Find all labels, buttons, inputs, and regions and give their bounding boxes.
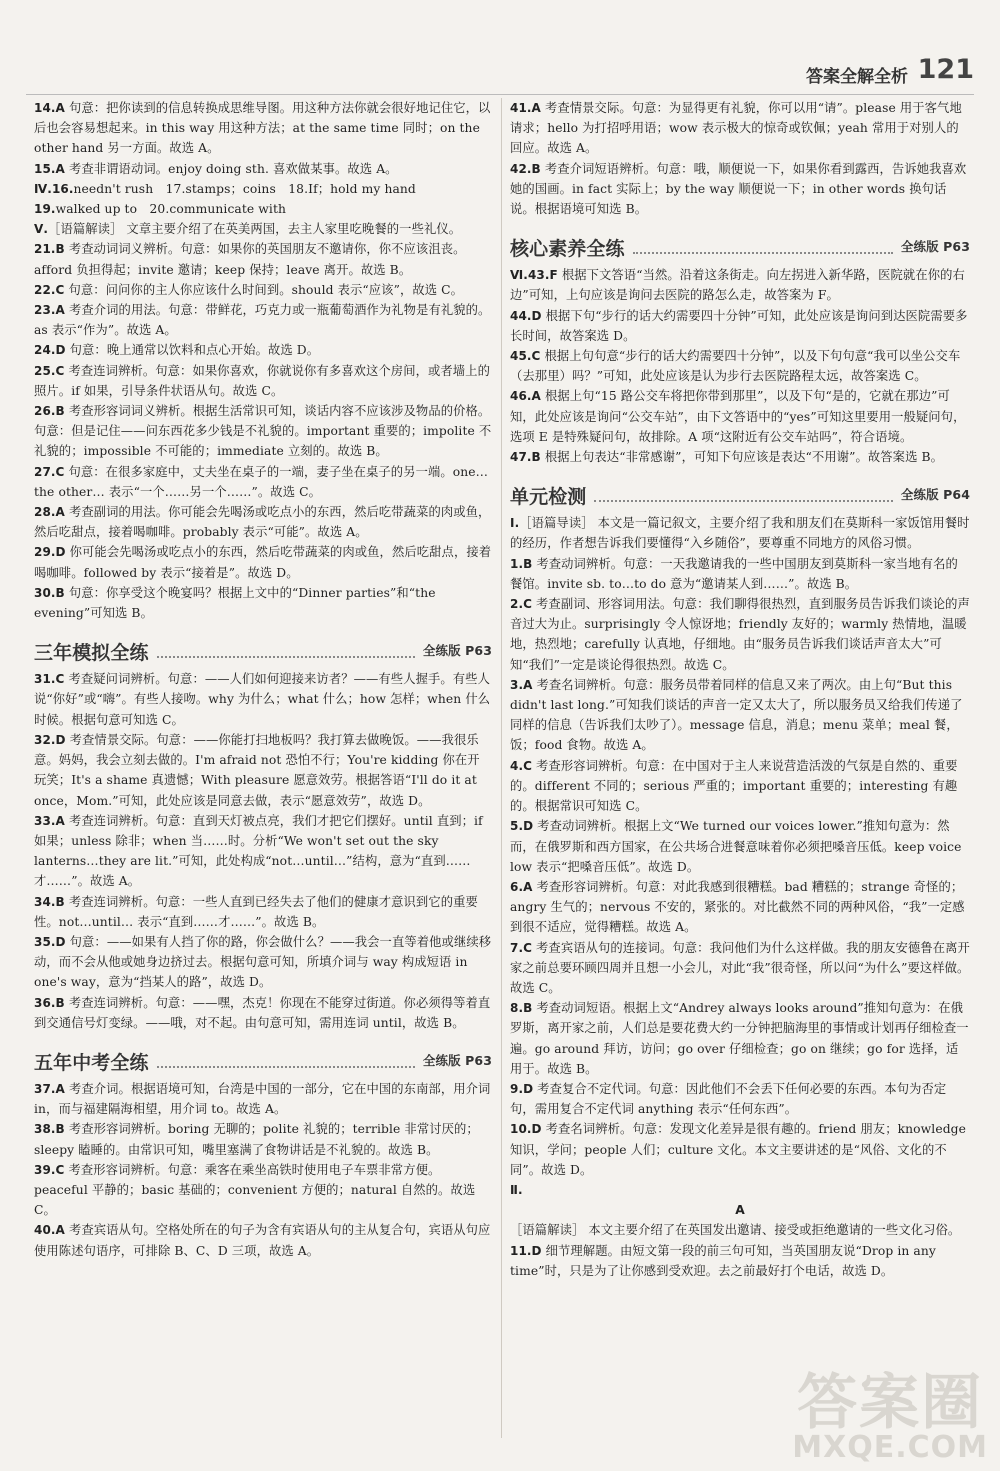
answer-entry [510,554,970,594]
answer-text: 考查连词辨析。句意：一些人直到已经失去了他们的健康才意识到它的重要性。not…until… 表示“直到……才……”。故选 B。 [34,894,478,929]
answer-entry [510,594,970,675]
question-number: 14.A [34,101,65,115]
section-title: 三年模拟全练 [34,642,149,665]
question-number: 24.D [34,343,66,358]
question-number: 15.A [34,161,65,176]
answer-text: 考查动词辨析。根据上文“We turned our voices lower.”推知句意为：然而，在俄罗斯和西方国家，在公共场合进餐意味着你必须把嗓音压低。keep voice low 表示“把嗓音压低”。故选 D。 [510,819,962,874]
question-number: 47.B [510,450,541,465]
question-number: 28.A [34,505,65,520]
answer-text: 根据上句句意“步行的话大约需要四十分钟”，以及下句句意“我可以坐公交车（去那里）吗？”可知，此处应该是认为步行去医院路程太远，故答案选 C。 [510,349,961,384]
question-number: 19. [34,202,56,217]
answer-text: 考查连词辨析。句意：直到天灯被点亮，我们才把它们摆好。until 直到；if 如果；unless 除非；when 当……时。分析“We won't set out the sky lanterns…they are lit.”可知，此处构成“not…until…”结构，意为“直到……才……”。故选 A。 [34,813,483,889]
answer-text: 考查复合不定代词。句意：因此他们不会丢下任何必要的东西。本句为否定句，需用复合不定代词 anything 表示“任何东西”。 [510,1081,947,1117]
question-number: Ⅱ. [510,1182,523,1197]
answer-text: 考查形容词辨析。句意：乘客在乘坐高铁时使用电子车票非常方便。peaceful 平静的；basic 基础的；convenient 方便的；natural 自然的。故选 C。 [34,1162,476,1218]
answer-entry [34,669,492,730]
answer-entry [34,462,492,502]
answer-entry [510,447,970,467]
answer-entry [34,280,492,300]
answer-entry [34,730,492,811]
answer-text: 你可能会先喝汤或吃点小的东西，然后吃带蔬菜的肉或鱼，然后吃甜点，接着喝咖啡。followed by 表示“接着是”。故选 D。 [34,545,492,580]
section-title: 单元检测 [510,486,587,509]
question-number: 42.B [510,161,541,176]
question-number: Ⅰ. [510,516,520,531]
answer-text: 考查宾语从句。空格处所在的句子为含有宾语从句的主从复合句，宾语从句应使用陈述句语序，可排除 B、C、D 三项，故选 A。 [34,1223,491,1258]
answer-entry [34,179,492,199]
answer-entry [34,98,492,159]
question-number: 38.B [34,1122,65,1137]
question-number: 6.A [510,879,533,894]
section-heading [510,229,970,259]
answer-entry [34,932,492,993]
answer-text: 考查情景交际。句意：为显得更有礼貌，你可以用“请”。please 用于客气地请求；hello 为打招呼用语；wow 表示极大的惊奇或钦佩；yeah 常用于对别人的回应。故选 A。 [510,101,962,156]
answer-text: 考查形容词词义辨析。根据生活常识可知，谈话内容不应该涉及物品的价格。句意：但是记住——问东西花多少钱是不礼貌的。important 重要的；impolite 不礼貌的；impossible 不可能的；immediate 立刻的。故选 B。 [34,404,492,459]
answer-entry [510,816,970,877]
question-number: 40.A [34,1223,65,1238]
right-column [510,98,970,1281]
answer-text: walked up to 20.communicate with [55,202,287,217]
watermark [792,1368,988,1465]
answer-text: needn't rush 17.stamps；coins 18.If；hold my hand [73,181,416,196]
question-number: 46.A [510,389,541,404]
question-number: 23.A [34,303,65,318]
question-number: 4.C [510,758,533,773]
question-number: 36.B [34,995,65,1010]
question-number: 41.A [510,101,541,115]
section-dotted-rule [157,656,415,658]
answer-text: 句意：你享受这个晚宴吗？根据上文中的“Dinner parties”和“the evening”可知选 B。 [34,585,436,621]
page-number: 121 [917,54,974,85]
question-number: 30.B [34,585,65,600]
passage-subtitle: A [735,1203,745,1218]
answer-text: 考查介词短语辨析。句意：哦，顺便说一下，如果你看到露西，告诉她我喜欢她的国画。in fact 实际上；by the way 顺便说一下；in other words 换句话说。根据语境可知选 B。 [510,161,967,217]
answer-entry [510,159,970,220]
answer-text: 考查形容词辨析。句意：在中国对于主人来说营造活泼的气氛是自然的、重要的。different 不同的；serious 严重的；important 重要的；interesting 有趣的。根据常识可知选 C。 [510,758,958,814]
answer-text: 句意：晚上通常以饮料和点心开始。故选 D。 [65,343,320,358]
question-number: 22.C [34,282,65,297]
answer-entry [510,938,970,999]
section-title: 五年中考全练 [34,1051,149,1074]
answer-entry [34,542,492,582]
answer-entry [510,1220,970,1240]
question-number: 25.C [34,363,65,378]
answer-text: 考查形容词辨析。boring 无聊的；polite 礼貌的；terrible 非常讨厌的；sleepy 瞌睡的。由常识可知，嘴里塞满了食物讲话是不礼貌的。故选 B。 [34,1122,479,1157]
answer-text: 考查连词辨析。句意：——嘿，杰克！你现在不能穿过街道。你必须得等着直到交通信号灯变绿。——哦，对不起。由句意可知，需用连词 until，故选 B。 [34,995,491,1030]
answer-text: 考查副词的用法。你可能会先喝汤或吃点小的东西，然后吃带蔬菜的肉或鱼，然后吃甜点，接着喝咖啡。probably 表示“可能”。故选 A。 [34,505,491,540]
section-page-ref: 全练版 P63 [900,239,970,255]
answer-entry [510,1119,970,1180]
answer-text: 考查连词辨析。句意：如果你喜欢，你就说你有多喜欢这个房间，或者墙上的照片。if 如果，引导条件状语从句。故选 C。 [34,363,490,398]
answer-text: 考查介词的用法。句意：带鲜花，巧克力或一瓶葡萄酒作为礼物是有礼貌的。as 表示“作为”。故选 A。 [34,303,491,338]
answer-entry [34,892,492,932]
answer-text: 根据下文答语“当然。沿着这条街走。向左拐进入新华路，医院就在你的右边”可知，上句应该是询问去医院的路怎么走，故答案为 F。 [510,268,965,303]
answer-text: 句意：——如果有人挡了你的路，你会做什么？——我会一直等着他或继续移动，而不会从他或她身边挤过去。根据句意可知，所填介词与 way 构成短语 in one's way，意为“挡某人的路”，故选 D。 [34,934,492,990]
answer-entry [34,239,492,279]
answer-entry [510,998,970,1079]
question-number: 39.C [34,1162,65,1177]
question-number: 7.C [510,940,533,955]
answer-entry [510,513,970,553]
answer-entry [34,159,492,179]
question-number: Ⅳ.16. [34,181,74,196]
answer-text: 考查动词短语。根据上文“Andrey always looks around”推知句意为：在俄罗斯，离开家之前，人们总是要花费大约一分钟把脑海里的事情或计划再仔细检查一遍。go around 拜访，访问；go over 仔细检查；go on 继续；go for 选择，适用于。故选 B。 [510,1001,969,1076]
answer-entry [34,583,492,623]
answer-text: 根据上句“15 路公交车将把你带到那里”，以及下句“是的，它就在那边”可知，此处应该是询问“公交车站”，由下文答语中的“yes”可知这里要用一般疑问句，选项 E 是特殊疑问句，故排除。A 项“这附近有公交车站吗”，符合语境。 [510,389,966,444]
answer-text: 考查形容词辨析。句意：对此我感到很糟糕。bad 糟糕的；strange 奇怪的；angry 生气的；nervous 不安的，紧张的。对比截然不同的两种风俗，“我”一定感到很不适应，觉得糟糕。故选 A。 [510,879,965,935]
question-number: 33.A [34,813,65,828]
answer-entry [34,1220,492,1260]
left-column [34,98,492,1261]
question-number: 29.D [34,545,66,560]
answer-text: 考查动词词义辨析。句意：如果你的英国朋友不邀请你，你不应该沮丧。afford 负担得起；invite 邀请；keep 保持；leave 离开。故选 B。 [34,242,466,277]
answer-entry [34,199,492,219]
section-page-ref: 全练版 P63 [422,643,492,659]
section-heading [34,633,492,663]
answer-entry [34,1160,492,1221]
answer-text: ［语篇导读］ 本文是一篇记叙文，主要介绍了我和朋友们在莫斯科一家饭馆用餐时的经历，作者想告诉我们要懂得“入乡随俗”，要尊重不同地方的风俗习惯。 [510,516,970,551]
answer-entry [34,401,492,462]
section-heading [34,1043,492,1073]
answer-entry [34,811,492,892]
answer-text: ［语篇解读］ 本文主要介绍了在英国发出邀请、接受或拒绝邀请的一些文化习俗。 [510,1223,961,1238]
question-number: 35.D [34,934,66,949]
question-number: 37.A [34,1081,65,1096]
answer-entry [34,993,492,1033]
answer-text: 根据上句表达“非常感谢”，可知下句应该是表达“不用谢”。故答案选 B。 [540,450,944,465]
question-number: 31.C [34,672,65,687]
question-number: 44.D [510,308,542,323]
question-number: 27.C [34,464,65,479]
question-number: 5.D [510,819,534,834]
answer-text: 考查副词、形容词用法。句意：我们聊得很热烈，直到服务员告诉我们谈论的声音过大为止。surprisingly 令人惊讶地；friendly 友好的；warmly 热情地，温暖地，热烈地；carefully 认真地，仔细地。由“服务员告诉我们谈话声音太大”可知“我们”一定是谈论得很热烈。故选 C。 [510,597,970,672]
answer-text: 细节理解题。由短文第一段的前三句可知，当英国朋友说“Drop in any time”时，只是为了让你感到受欢迎。去之前最好打个电话，故选 D。 [510,1243,936,1278]
question-number: 32.D [34,732,66,747]
answer-entry [34,1079,492,1119]
question-number: 3.A [510,677,533,692]
column-divider [501,98,502,1438]
answer-entry [510,1180,970,1200]
answer-text: 考查情景交际。句意：——你能打扫地板吗？我打算去做晚饭。——我很乐意。妈妈，我会立刻去做的。I'm afraid not 恐怕不行；You're kidding 你在开玩笑；It's a shame 真遗憾；With pleasure 愿意效劳。根据答语“I'll do it at once，Mom.”可知，此处应该是同意去做，表示“愿意效劳”，故选 D。 [34,732,480,808]
question-number: 21.B [34,242,65,257]
answer-entry [510,386,970,447]
question-number: Ⅴ. [34,222,49,237]
answer-entry [510,346,970,386]
question-number: 34.B [34,894,65,909]
question-number: 11.D [510,1243,542,1258]
answer-entry [34,340,492,360]
question-number: 2.C [510,597,533,612]
header-title: 答案全解全析 [806,67,908,87]
answer-text: ［语篇解读］ 文章主要介绍了在英美两国，去主人家里吃晚餐的一些礼仪。 [48,222,462,237]
answer-entry [510,306,970,346]
answer-entry [510,98,970,159]
question-number: Ⅵ.43.F [510,268,558,283]
answer-entry [510,1079,970,1119]
answer-entry [34,219,492,239]
answer-text: 考查宾语从句的连接词。句意：我问他们为什么这样做。我的朋友安德鲁在离开家之前总要环顾四周并且想一小会儿，对此“我”很奇怪，所以问“为什么”要这样做。故选 C。 [510,940,970,995]
section-title: 核心素养全练 [510,238,625,261]
answer-entry [510,265,970,305]
answer-entry [34,1119,492,1159]
question-number: 26.B [34,404,65,419]
answer-entry [34,300,492,340]
question-number: 8.B [510,1001,533,1016]
answer-text: 考查介词。根据语境可知，台湾是中国的一部分，它在中国的东南部，用介词 in，而与福建隔海相望，用介词 to。故选 A。 [34,1081,491,1117]
page-header [26,54,974,95]
answer-text: 考查非谓语动词。enjoy doing sth. 喜欢做某事。故选 A。 [64,161,398,176]
section-dotted-rule [157,1066,415,1068]
answer-text: 考查疑问词辨析。句意：——人们如何迎接来访者？——有些人握手。有些人说“你好”或“嗨”。有些人接吻。why 为什么；what 什么；how 怎样；when 什么时候。根据句意可知选 C。 [34,672,491,727]
answer-text: 句意：把你读到的信息转换成思维导图。用这种方法你就会很好地记住它，以后也会容易想起来。in this way 用这种方法；at the same time 同时；on the other hand 另一方面。故选 A。 [34,101,491,156]
section-dotted-rule [633,252,893,254]
answer-text: 考查名词辨析。句意：服务员带着同样的信息又来了两次。由上句“But this didn't last long.”可知我们谈话的声音一定又太大了，所以服务员又给我们传递了同样的信息（告诉我们太吵了）。message 信息，消息；menu 菜单；meal 餐，饭；food 食物。故选 A。 [510,677,963,753]
section-page-ref: 全练版 P64 [900,487,970,503]
answer-text: 句意：在很多家庭中，丈夫坐在桌子的一端，妻子坐在桌子的另一端。one…the other… 表示“一个……另一个……”。故选 C。 [34,464,489,499]
question-number: 45.C [510,349,541,364]
section-dotted-rule [594,500,892,502]
question-number: 10.D [510,1122,542,1137]
answer-entry [34,361,492,401]
watermark-logo-text: 答案圈 [797,1368,984,1438]
answer-entry [510,877,970,938]
section-page-ref: 全练版 P63 [422,1052,492,1068]
answer-text: 考查动词辨析。句意：一天我邀请我的一些中国朋友到莫斯科一家当地有名的餐馆。invite sb. to…to do 意为“邀请某人到……”。故选 B。 [510,556,958,591]
answer-text: 根据下句“步行的话大约需要四十分钟”可知，此处应该是询问到达医院需要多长时间，故答案选 D。 [510,308,968,343]
watermark-url: MXQE.COM [792,1430,988,1465]
answer-entry [510,1241,970,1281]
answer-entry [34,502,492,542]
section-heading [510,477,970,507]
answer-text: 考查名词辨析。句意：发现文化差异是很有趣的。friend 朋友；knowledge 知识，学问；people 人们；culture 文化。本文主要讲述的是“风俗、文化的不同”。故选 D。 [510,1122,967,1177]
answer-entry [510,756,970,817]
answer-text: 句意：问问你的主人你应该什么时间到。should 表示“应该”，故选 C。 [64,282,464,297]
question-number: 1.B [510,556,533,571]
question-number: 9.D [510,1081,534,1096]
answer-entry [510,675,970,756]
